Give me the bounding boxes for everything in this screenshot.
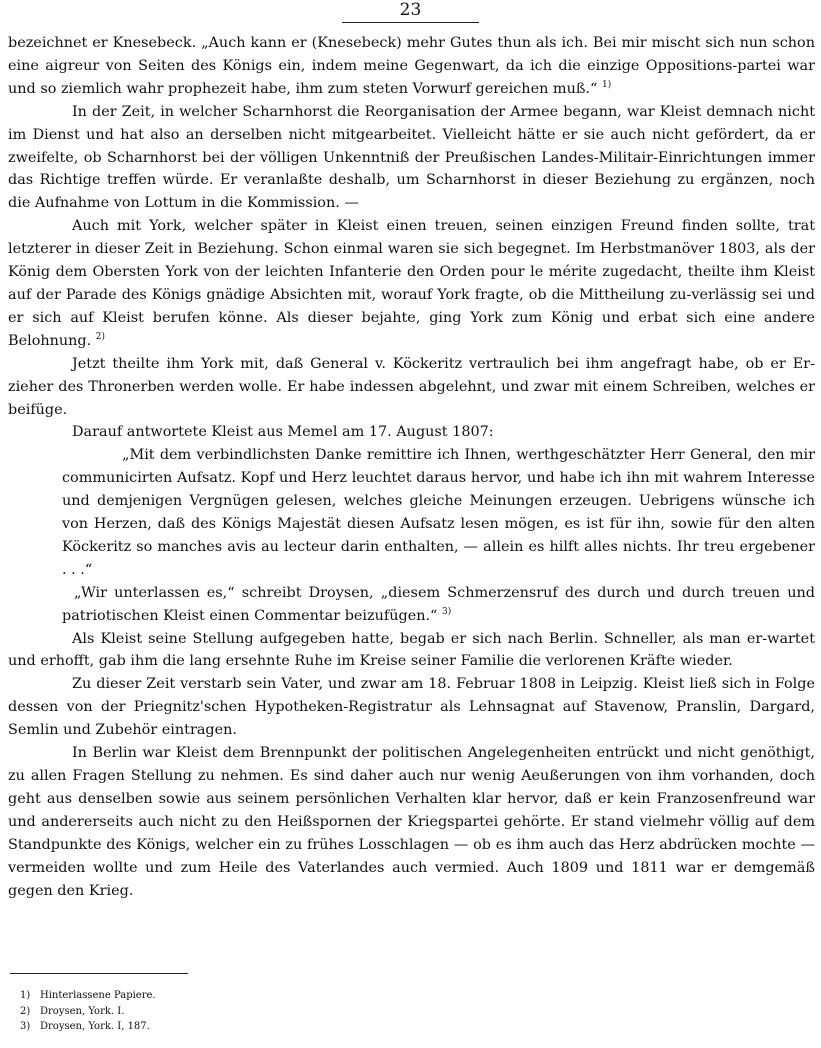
paragraph-text: „Mit dem verbindlichsten Danke remittire ich Ihnen, werthgeschätzter Herr General, den mir communicirten Aufsatz. Kopf und Herz leuchtet daraus hervor, und habe ich ihn mit wahrem Interesse und demjenigen Vergnügen gelesen, welches gleiche Meinungen erzeugen. Uebrigens wünsche ich von Herzen, daß des Königs Majestät diesen Aufsatz lesen mögen, es ist für ihn, sowie für den alten Köckeritz so manches avis au lecteur darin enthalten, — allein es hilft alles nichts. Ihr treu ergebener . . .“ [62,447,815,578]
quoted-letter [62,444,815,581]
footnote [20,1004,420,1020]
footnote-text: Droysen, York. I. [40,1005,125,1017]
footnotes [20,988,420,1035]
footnote-rule [10,973,188,974]
paragraph [8,32,815,101]
paragraph [8,673,815,742]
paragraph [8,353,815,422]
paragraph-text: Auch mit York, welcher später in Kleist einen treuen, seinen einzigen Freund finden sollte, trat letzterer in dieser Zeit in Beziehung. Schon einmal waren sie sich begegnet. Im Herbstmanöver 1803, als der König dem Obersten York von der leichten Infanterie den Orden pour le mérite zugedacht, theilte ihm Kleist auf der Parade des Königs gnädige Absichten mit, worauf York fragte, ob die Mittheilung zu-verlässig sei und er sich auf Kleist berufen könne. Als dieser bejahte, ging York zum König und erbat sich eine andere Belohnung. [8,218,815,349]
footnote [20,988,420,1004]
paragraph [8,101,815,216]
header-rule [342,22,479,23]
footnote-text: Hinterlassene Papiere. [40,990,156,1001]
footnote-ref: 2) [95,331,106,342]
paragraph [8,742,815,902]
paragraph [8,421,815,444]
footnote-ref: 1) [601,80,612,91]
footnote-number: 3) [20,1021,31,1032]
paragraph-text: Zu dieser Zeit verstarb sein Vater, und zwar am 18. Februar 1808 in Leipzig. Kleist ließ sich in Folge dessen von der Priegnitz'schen Hypotheken-Registratur als Lehnsagnat auf Stavenow, Pranslin, Dargard, Semlin und Zubehör eintragen. [8,676,815,739]
footnote-number: 2) [20,1005,31,1017]
body-text [8,32,815,902]
paragraph [8,628,815,674]
page-number: 23 [399,0,422,20]
paragraph [8,215,815,352]
footnote [20,1019,420,1035]
footnote-ref: 3) [442,606,452,617]
paragraph-text: Jetzt theilte ihm York mit, daß General v. Köckeritz vertraulich bei ihm angefragt habe, ob er Er-zieher des Thronerben werden wolle. Er habe indessen abgelehnt, und zwar mit einem Schreiben, welches er beifüge. [8,355,815,418]
paragraph-text: „Wir unterlassen es,“ schreibt Droysen, „diesem Schmerzensruf des durch und durch treuen und patriotischen Kleist einen Commentar beizufügen.“ [62,584,815,624]
quoted-remark [62,582,815,628]
paragraph-text: In Berlin war Kleist dem Brennpunkt der politischen Angelegenheiten entrückt und nicht genöthigt, zu allen Fragen Stellung zu nehmen. Es sind daher auch nur wenig Aeußerungen von ihm vorhanden, doch geht aus denselben sowie aus seinem persönlichen Verhalten klar hervor, daß er kein Franzosenfreund war und andererseits auch nicht zu den Heißspornen der Kriegspartei gehörte. Er stand vielmehr völlig auf dem Standpunkte des Königs, welcher ein zu frühes Losschlagen — ob es ihm auch das Herz abdrücken mochte — vermeiden wollte und zum Heile des Vaterlandes auch vermied. Auch 1809 und 1811 war er demgemäß gegen den Krieg. [8,745,815,899]
paragraph-text: bezeichnet er Knesebeck. „Auch kann er (Knesebeck) mehr Gutes thun als ich. Bei mir mischt sich nun schon eine aigreur von Seiten des Königs ein, indem meine Gegenwart, da ich die einzige Oppositions-partei war und so ziemlich wahr prophezeit habe, ihm zum steten Vorwurf gereichen muß.“ [8,35,815,97]
footnote-text: Droysen, York. I, 187. [40,1021,150,1032]
paragraph-text: Als Kleist seine Stellung aufgegeben hatte, begab er sich nach Berlin. Schneller, als man er-wartet und erhofft, gab ihm die lang ersehnte Ruhe im Kreise seiner Familie die verlorenen Kräfte wieder. [8,630,815,670]
footnote-number: 1) [20,990,31,1001]
paragraph-text: Darauf antwortete Kleist aus Memel am 17. August 1807: [72,424,494,441]
paragraph-text: In der Zeit, in welcher Scharnhorst die Reorganisation der Armee begann, war Kleist demnach nicht im Dienst und hat also an derselben nicht mitgearbeitet. Vielleicht hätte er sie auch nicht gefördert, da er zweifelte, ob Scharnhorst bei der völligen Unkenntniß der Preußischen Landes-Militair-Einrichtungen immer das Richtige treffen würde. Er veranlaßte deshalb, um Scharnhorst in dieser Beziehung zu ergänzen, noch die Aufnahme von Lottum in die Kommission. — [8,103,815,212]
